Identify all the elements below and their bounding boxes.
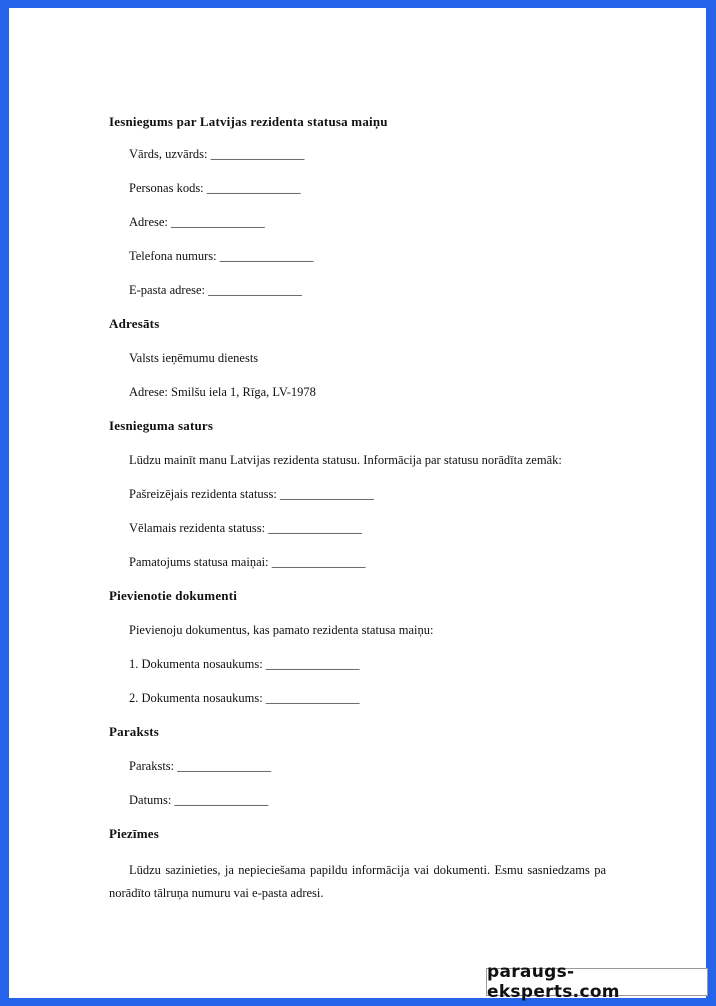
content-heading: Iesnieguma saturs bbox=[109, 418, 214, 433]
applicant-email-line: E-pasta adrese: _______________ bbox=[129, 283, 302, 297]
content-heading-wrap bbox=[109, 409, 606, 443]
notes-heading-wrap bbox=[109, 817, 606, 851]
notes-text: Lūdzu sazinieties, ja nepieciešama papildu informācija vai dokumenti. Esmu sasniedzams pa norādīto tālruņa numuru vai e-pasta adresi. bbox=[109, 863, 606, 900]
applicant-phone-line: Telefona numurs: _______________ bbox=[129, 249, 314, 263]
attachments-intro-line: Pievienoju dokumentus, kas pamato rezidenta statusa maiņu: bbox=[129, 623, 434, 637]
document-page bbox=[9, 8, 706, 998]
signature-heading-wrap bbox=[109, 715, 606, 749]
document-content bbox=[109, 107, 606, 905]
recipient-heading-wrap bbox=[109, 307, 606, 341]
notes-heading: Piezīmes bbox=[109, 826, 159, 841]
applicant-name-line: Vārds, uzvārds: _______________ bbox=[129, 147, 305, 161]
attachments-heading: Pievienotie dokumenti bbox=[109, 588, 238, 603]
content-intro-line: Lūdzu mainīt manu Latvijas rezidenta statusu. Informācija par statusu norādīta zemāk: bbox=[129, 453, 562, 467]
status-reason-line: Pamatojums statusa maiņai: _______________ bbox=[129, 555, 366, 569]
attachments-heading-wrap bbox=[109, 579, 606, 613]
recipient-heading: Adresāts bbox=[109, 316, 160, 331]
applicant-address-line: Adrese: _______________ bbox=[129, 215, 265, 229]
desired-status-line: Vēlamais rezidenta statuss: _______________ bbox=[129, 521, 362, 535]
applicant-id-line: Personas kods: _______________ bbox=[129, 181, 301, 195]
attachment-2-line: 2. Dokumenta nosaukums: _______________ bbox=[129, 691, 360, 705]
signature-heading: Paraksts bbox=[109, 724, 159, 739]
current-status-line: Pašreizējais rezidenta statuss: _______________ bbox=[129, 487, 374, 501]
recipient-address-line: Adrese: Smilšu iela 1, Rīga, LV-1978 bbox=[129, 385, 316, 399]
signature-line: Paraksts: _______________ bbox=[129, 759, 272, 773]
date-line: Datums: _______________ bbox=[129, 793, 269, 807]
attachment-1-line: 1. Dokumenta nosaukums: _______________ bbox=[129, 657, 360, 671]
watermark-label: paraugs-eksperts.com bbox=[486, 968, 708, 996]
recipient-name-line: Valsts ieņēmumu dienests bbox=[129, 351, 259, 365]
document-title: Iesniegums par Latvijas rezidenta statusa maiņu bbox=[109, 114, 388, 129]
title-wrap bbox=[109, 107, 606, 137]
